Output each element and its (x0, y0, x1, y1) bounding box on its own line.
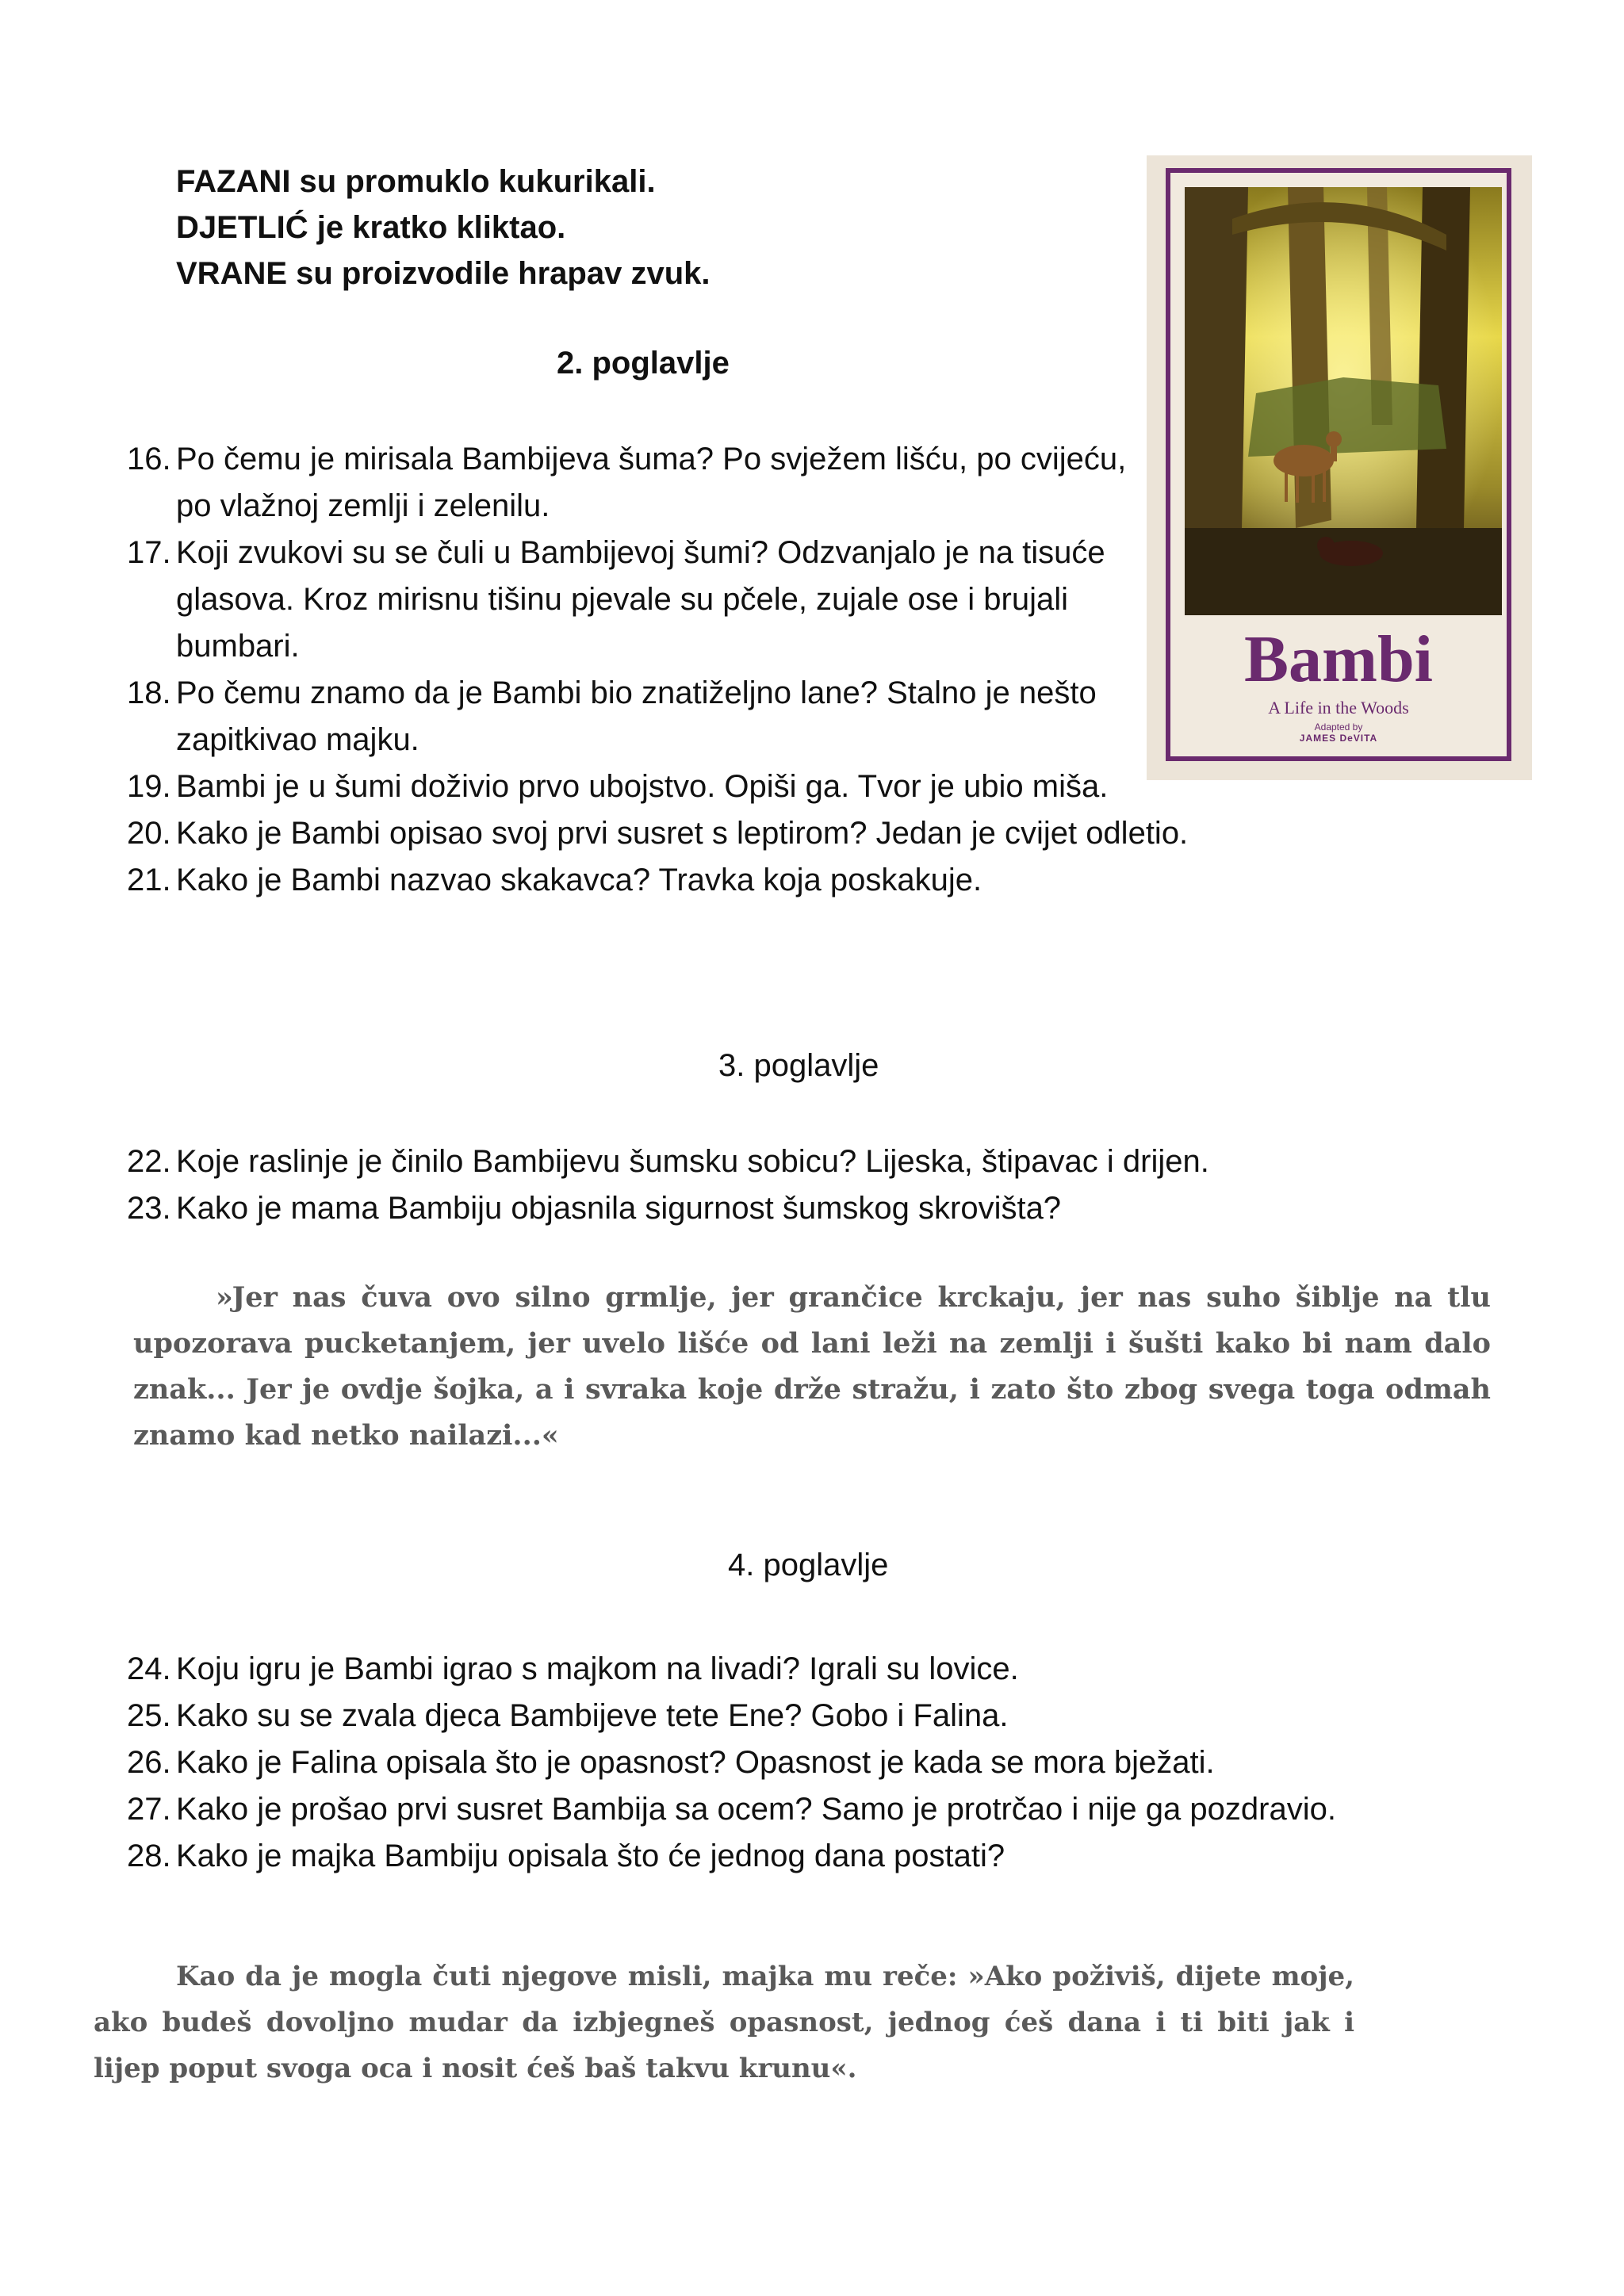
question-text: Kako je Bambi opisao svoj prvi susret s leptirom? Jedan je cvijet odletio. (176, 816, 1189, 851)
question-number: 21. (127, 863, 171, 897)
question-number: 20. (127, 816, 171, 851)
question-text: Koji zvukovi su se čuli u Bambijevoj šumi? Odzvanjalo je na tisuće glasova. Kroz mirisnu tišinu pjevale su pčele, zujale ose i brujali bumbari. (176, 535, 1105, 664)
question-number: 24. (127, 1651, 171, 1686)
book-cover-frame (1166, 168, 1511, 761)
question-text: Kako je mama Bambiju objasnila sigurnost šumskog skrovišta? (176, 1191, 1062, 1226)
question-item (127, 1646, 1443, 1693)
chapter-2-heading: 2. poglavlje (557, 346, 730, 381)
question-item (127, 763, 1167, 810)
question-text: Koje raslinje je činilo Bambijevu šumsku sobicu? Lijeska, štipavac i drijen. (176, 1144, 1209, 1179)
quote-text: »Jer nas čuva ovo silno grmlje, jer grančice krckaju, jer nas suho šiblje na tlu upozorava pucketanjem, jer uvelo lišće od lani leži na zemlji i šušti kako bi nam dalo znak... Jer je ovdje šojka, a i svraka koje drže stražu, i zato što zbog svega toga odmah znamo kad netko nailazi...« (133, 1281, 1491, 1452)
question-text: Bambi je u šumi doživio prvo ubojstvo. Opiši ga. Tvor je ubio miša. (176, 769, 1109, 804)
question-number: 19. (127, 769, 171, 804)
question-item (127, 1786, 1381, 1833)
question-text: Po čemu je mirisala Bambijeva šuma? Po svježem lišću, po cvijeću, po vlažnoj zemlji i zelenilu. (176, 442, 1127, 523)
book-quote-chapter-4 (94, 1954, 1354, 2091)
question-item (127, 1739, 1443, 1786)
chapter-3-questions (127, 1138, 1443, 1232)
chapter-2-questions (127, 436, 1189, 904)
book-cover-subtitle: A Life in the Woods (1268, 698, 1409, 718)
question-number: 18. (127, 675, 171, 710)
question-number: 28. (127, 1839, 171, 1873)
question-item (127, 670, 1143, 763)
book-cover-title: Bambi (1243, 622, 1434, 696)
question-text: Koju igru je Bambi igrao s majkom na livadi? Igrali su lovice. (176, 1651, 1019, 1686)
question-number: 26. (127, 1745, 171, 1780)
question-item (127, 436, 1143, 530)
forest-illustration (1185, 187, 1502, 615)
intro-line: VRANE su proizvodile hrapav zvuk. (176, 256, 710, 291)
question-item (127, 1185, 1443, 1232)
book-cover-text (1170, 622, 1507, 744)
book-cover-adapted: Adapted by (1314, 721, 1363, 733)
question-text: Kako su se zvala djeca Bambijeve tete Ene? Gobo i Falina. (176, 1698, 1009, 1733)
intro-line: FAZANI su promuklo kukurikali. (176, 164, 656, 199)
question-item (127, 857, 1445, 904)
question-text: Kako je Bambi nazvao skakavca? Travka koja poskakuje. (176, 863, 982, 897)
question-text: Kako je Falina opisala što je opasnost? Opasnost je kada se mora bježati. (176, 1745, 1215, 1780)
question-number: 23. (127, 1191, 171, 1226)
question-item (127, 1693, 1443, 1739)
book-quote-chapter-3 (133, 1275, 1491, 1459)
chapter-4-heading: 4. poglavlje (728, 1548, 889, 1582)
question-item (127, 1833, 1443, 1880)
question-text: Kako je majka Bambiju opisala što će jednog dana postati? (176, 1839, 1005, 1873)
question-number: 27. (127, 1792, 171, 1827)
book-cover-author: JAMES DeVITA (1299, 733, 1378, 744)
question-text: Po čemu znamo da je Bambi bio znatiželjno lane? Stalno je nešto zapitkivao majku. (176, 675, 1097, 757)
question-number: 16. (127, 442, 171, 476)
question-number: 22. (127, 1144, 171, 1179)
book-cover-image (1147, 155, 1532, 780)
chapter-4-questions (127, 1646, 1443, 1880)
question-item (127, 530, 1143, 670)
intro-line: DJETLIĆ je kratko kliktao. (176, 210, 566, 245)
intro-lines (176, 159, 710, 297)
quote-text: Kao da je mogla čuti njegove misli, majka mu reče: »Ako poživiš, dijete moje, ako budeš dovoljno mudar da izbjegneš opasnost, jednog ćeš dana i ti biti jak i lijep poput svoga oca i nosit ćeš baš takvu krunu«. (94, 1961, 1354, 2084)
question-number: 17. (127, 535, 171, 570)
question-number: 25. (127, 1698, 171, 1733)
question-item (127, 1138, 1443, 1185)
question-item (127, 810, 1445, 857)
chapter-3-heading: 3. poglavlje (718, 1048, 879, 1083)
question-text: Kako je prošao prvi susret Bambija sa ocem? Samo je protrčao i nije ga pozdravio. (176, 1792, 1336, 1827)
